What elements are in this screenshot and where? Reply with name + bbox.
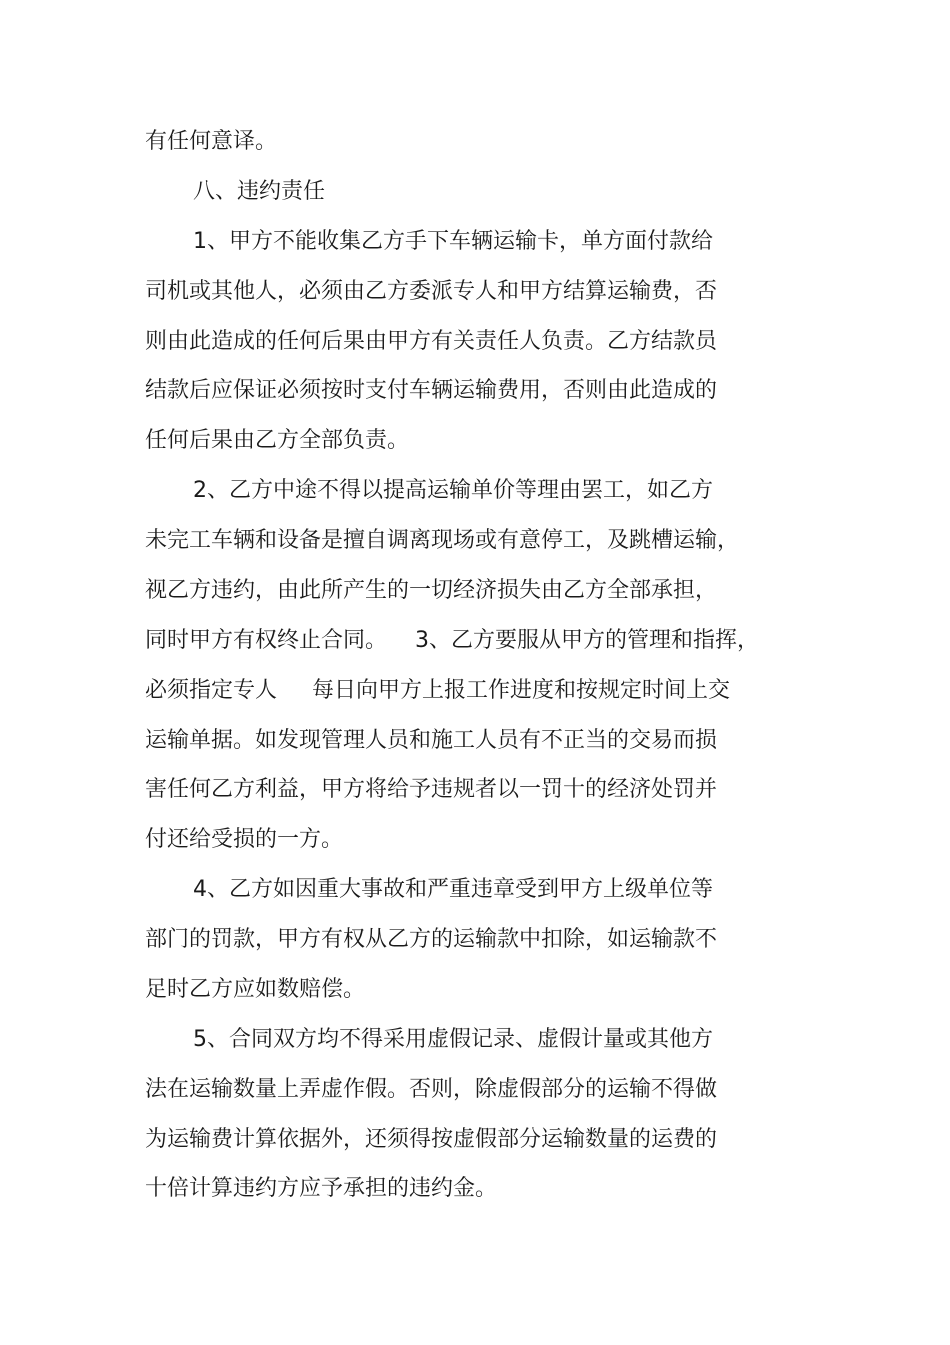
text-line: 付还给受损的一方。 [145, 827, 344, 852]
text-line: 十倍计算违约方应予承担的违约金。 [145, 1176, 498, 1201]
text-line: 则由此造成的任何后果由甲方有关责任人负责。乙方结款员 [145, 329, 718, 354]
text-line: 有任何意译。 [145, 129, 278, 154]
text-line: 法在运输数量上弄虚作假。否则，除虚假部分的运输不得做 [145, 1077, 718, 1102]
text-line: 4、乙方如因重大事故和严重违章受到甲方上级单位等 [193, 877, 713, 902]
text-line: 司机或其他人，必须由乙方委派专人和甲方结算运输费，否 [145, 279, 718, 304]
text-line: 5、合同双方均不得采用虚假记录、虚假计量或其他方 [193, 1027, 713, 1052]
text-line: 害任何乙方利益，甲方将给予违规者以一罚十的经济处罚并 [145, 777, 718, 802]
text-line: 必须指定专人 每日向甲方上报工作进度和按规定时间上交 [145, 678, 730, 703]
text-line: 为运输费计算依据外，还须得按虚假部分运输数量的运费的 [145, 1127, 718, 1152]
text-line: 结款后应保证必须按时支付车辆运输费用，否则由此造成的 [145, 378, 718, 403]
text-line: 2、乙方中途不得以提高运输单价等理由罢工，如乙方 [193, 478, 713, 503]
text-line: 同时甲方有权终止合同。 3、乙方要服从甲方的管理和指挥， [145, 628, 759, 653]
text-line: 1、甲方不能收集乙方手下车辆运输卡，单方面付款给 [193, 229, 713, 254]
text-line: 未完工车辆和设备是擅自调离现场或有意停工，及跳槽运输， [145, 528, 740, 553]
text-line: 部门的罚款，甲方有权从乙方的运输款中扣除，如运输款不 [145, 927, 718, 952]
section-heading: 八、违约责任 [193, 179, 326, 204]
text-line: 任何后果由乙方全部负责。 [145, 428, 410, 453]
text-line: 视乙方违约，由此所产生的一切经济损失由乙方全部承担， [145, 578, 718, 603]
text-line: 足时乙方应如数赔偿。 [145, 977, 366, 1002]
text-line: 运输单据。如发现管理人员和施工人员有不正当的交易而损 [145, 728, 718, 753]
